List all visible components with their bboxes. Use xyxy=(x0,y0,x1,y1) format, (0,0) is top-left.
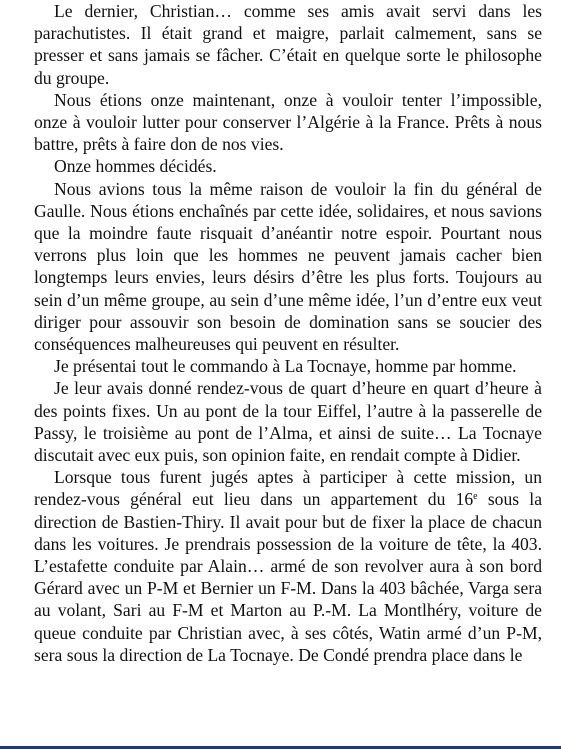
paragraph-decides: Onze hommes décidés. xyxy=(54,156,217,177)
mission-text-start: Lorsque tous furent jugés aptes à participer à cette mission, un rendez-vous général eut lieu dans un appartement du 16 xyxy=(34,467,542,510)
paragraph-rendez-vous: Je leur avais donné rendez-vous de quart d’heure en quart d’heure à des points fixes. Un au pont de la tour Eiffel, l’autre à la passerelle de Passy, le troisième au pont de l’Alma, et ainsi de suite… La Tocnaye discutait avec eux puis, son opinion faite, en rendait compte à Didier. xyxy=(34,378,542,466)
paragraph-onze: Nous étions onze maintenant, onze à vouloir tenter l’impossible, onze à vouloir lutter pour conserver l’Algérie à la France. Prêts à nous battre, prêts à faire don de nos vies. xyxy=(34,89,542,155)
paragraph-christian: Le dernier, Christian… comme ses amis avait servi dans les parachutistes. Il était grand et maigre, parlait calmement, sans se presser et sans jamais se fâcher. C’était en quelque sorte le philosophe du groupe. xyxy=(34,1,542,88)
paragraph-presentation: Je présentai tout le commando à La Tocnaye, homme par homme. xyxy=(54,356,517,377)
document-page xyxy=(34,0,542,666)
ordinal-superscript: e xyxy=(473,491,478,503)
paragraph-de-gaulle: Nous avions tous la même raison de vouloir la fin du général de Gaulle. Nous étions enchaînés par cette idée, solidaires, et nous savions que la moindre faute risquait d’anéantir notre espoir. Pourtant nous verrons plus loin que les hommes ne peuvent jamais cacher bien longtemps leurs envies, leurs désirs d’être les plus forts. Toujours au sein d’un même groupe, au sein d’une même idée, l’un d’entre eux veut diriger pour assouvir son besoin de domination sans se soucier des conséquences malheureuses qui peuvent en résulter. xyxy=(34,178,542,355)
mission-text-end: sous la direction de Bastien-Thiry. Il avait pour but de fixer la place de chacun dans les voitures. Je prendrais possession de la voiture de tête, la 403. L’estafette conduite par Alain… armé de son revolver aura à son bord Gérard avec un P-M et Bernier un F-M. Dans la 403 bâchée, Varga sera au volant, Sari au F-M et Marton au P.-M. La Montlhéry, voiture de queue conduite par Christian avec, à ses côtés, Watin armé d’un P-M, sera sous la direction de La Tocnaye. De Condé prendra place dans le xyxy=(34,489,542,665)
paragraph-mission xyxy=(34,466,542,666)
